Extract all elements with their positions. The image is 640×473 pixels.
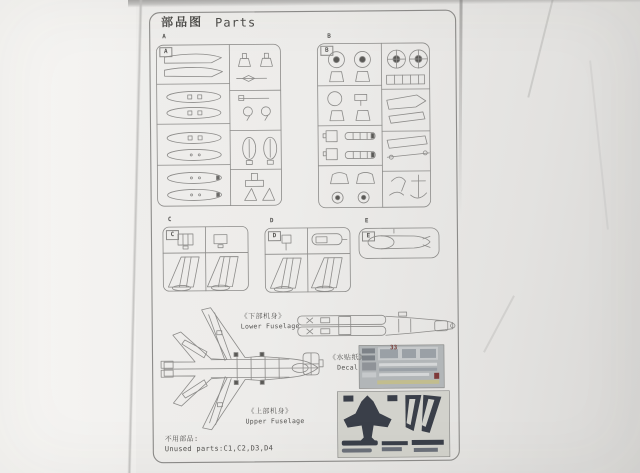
unused-parts-list-en: Unused parts:C1,C2,D3,D4 <box>164 444 274 454</box>
decal-sheet-number: 33 <box>389 344 398 352</box>
sprue-b-inner-label: B <box>320 46 333 56</box>
lower-fuselage-callout-cn: 《下部机身》 <box>240 312 286 321</box>
sprue-e-label: E <box>364 217 369 225</box>
sprue-e-inner-label: E <box>362 231 375 241</box>
unused-parts-label-cn: 不用部品: <box>164 434 199 444</box>
sprue-c-inner-label: C <box>166 230 179 240</box>
decal-callout-cn: 《水贴纸》 <box>328 353 367 362</box>
upper-fuselage-callout-cn: 《上部机身》 <box>247 407 293 416</box>
sprue-a-label: A <box>162 33 166 41</box>
decal-callout-en: Decal <box>337 363 359 372</box>
upper-fuselage-callout-en: Upper Fuselage <box>245 416 305 426</box>
lower-fuselage-callout-en: Lower Fuselage <box>240 322 300 331</box>
sprue-d-label: D <box>269 217 274 225</box>
sprue-c-label: C <box>167 216 172 224</box>
page-title-cn: 部品图 <box>161 14 204 30</box>
page-title-en: Parts <box>215 15 257 30</box>
sprue-b-label: B <box>327 32 331 40</box>
sprue-d-inner-label: D <box>268 231 281 241</box>
sprue-a-inner-label: A <box>159 47 172 57</box>
